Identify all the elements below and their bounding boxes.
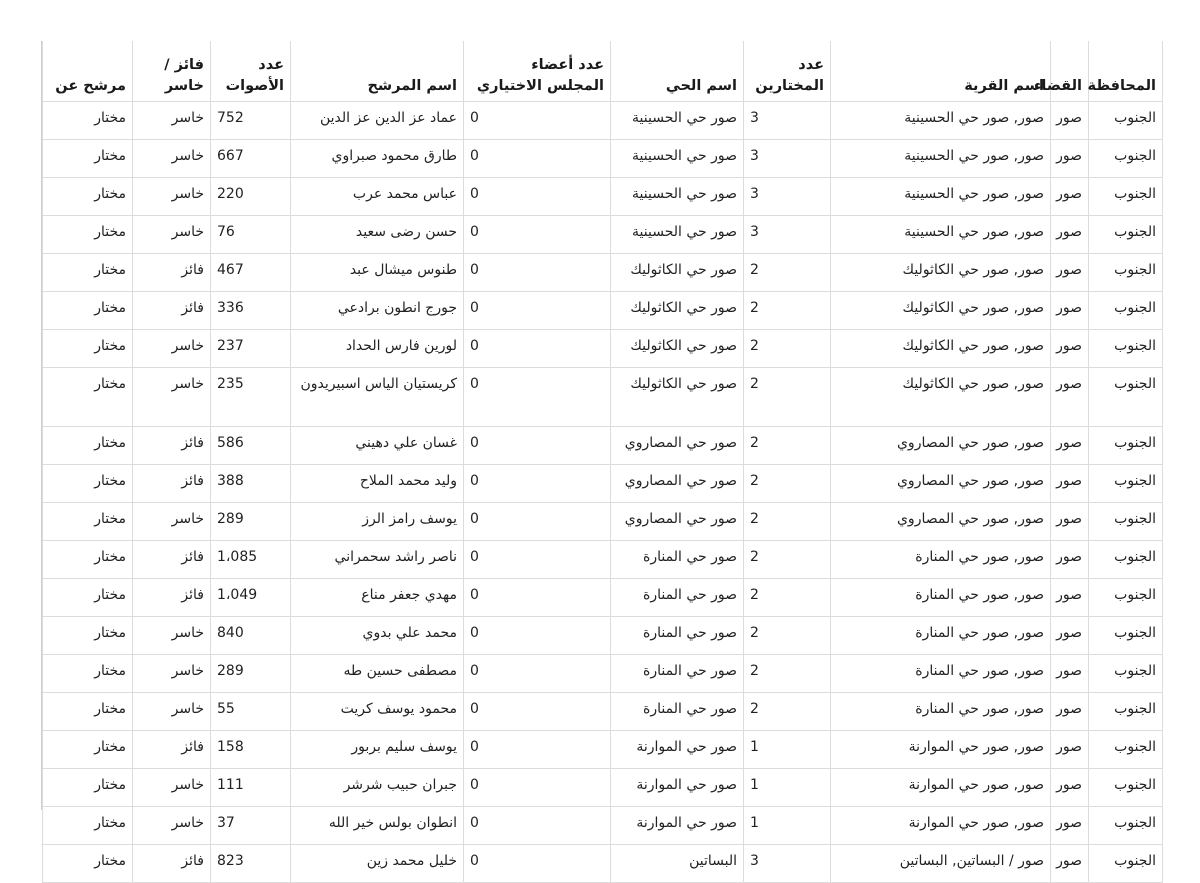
col-council-count-cell: 0 (464, 140, 611, 178)
col-mukhtar-count-cell: 2 (744, 655, 831, 693)
col-candidate-for-cell: مختار (43, 292, 133, 330)
col-governorate-cell: الجنوب (1089, 102, 1163, 140)
col-mukhtar-count-cell: 2 (744, 503, 831, 541)
col-village-cell: صور, صور حي المنارة (831, 617, 1051, 655)
col-governorate-cell: الجنوب (1089, 731, 1163, 769)
col-village-cell: صور, صور حي الكاثوليك (831, 254, 1051, 292)
col-candidate-cell: غسان علي دهيني (291, 427, 464, 465)
col-mukhtar-count-cell: 1 (744, 807, 831, 845)
col-mukhtar-count-cell: 2 (744, 330, 831, 368)
col-votes-cell: 158 (211, 731, 291, 769)
col-governorate-cell: الجنوب (1089, 579, 1163, 617)
col-result-cell: فائز (133, 254, 211, 292)
col-candidate-cell: ناصر راشد سحمراني (291, 541, 464, 579)
col-council-count-cell: 0 (464, 503, 611, 541)
table-row (43, 845, 1163, 883)
col-district-cell: صور (1051, 140, 1089, 178)
col-result-cell: خاسر (133, 216, 211, 254)
col-neighborhood-cell: صور حي الكاثوليك (611, 330, 744, 368)
col-village-cell: صور, صور حي الكاثوليك (831, 368, 1051, 427)
col-neighborhood-cell: صور حي المصاروي (611, 427, 744, 465)
col-candidate-cell: حسن رضى سعيد (291, 216, 464, 254)
col-candidate-for-cell: مختار (43, 368, 133, 427)
table-row (43, 769, 1163, 807)
col-governorate-cell: الجنوب (1089, 693, 1163, 731)
col-candidate-for-cell: مختار (43, 617, 133, 655)
col-neighborhood-cell: صور حي الكاثوليك (611, 292, 744, 330)
col-candidate-cell: طارق محمود صبراوي (291, 140, 464, 178)
col-governorate-cell: الجنوب (1089, 140, 1163, 178)
col-governorate-cell: الجنوب (1089, 216, 1163, 254)
table-row (43, 292, 1163, 330)
col-neighborhood-cell: صور حي الحسينية (611, 216, 744, 254)
table-row (43, 140, 1163, 178)
col-neighborhood-cell: صور حي الحسينية (611, 140, 744, 178)
col-neighborhood-cell: صور حي المنارة (611, 617, 744, 655)
col-votes-cell: 1،085 (211, 541, 291, 579)
col-candidate-for-cell: مختار (43, 178, 133, 216)
col-neighborhood-cell: صور حي المصاروي (611, 465, 744, 503)
col-council-count-cell: 0 (464, 731, 611, 769)
col-votes-header: عدد الأصوات (211, 41, 291, 102)
col-result-cell: خاسر (133, 330, 211, 368)
col-council-count-cell: 0 (464, 617, 611, 655)
col-council-count-cell: 0 (464, 807, 611, 845)
results-table (42, 41, 1163, 883)
col-candidate-for-cell: مختار (43, 102, 133, 140)
col-candidate-for-cell: مختار (43, 465, 133, 503)
col-candidate-for-cell: مختار (43, 254, 133, 292)
col-votes-cell: 289 (211, 503, 291, 541)
col-candidate-for-cell: مختار (43, 503, 133, 541)
col-council-count-cell: 0 (464, 579, 611, 617)
col-mukhtar-count-cell: 3 (744, 102, 831, 140)
col-council-count-cell: 0 (464, 368, 611, 427)
col-result-cell: خاسر (133, 693, 211, 731)
col-votes-cell: 586 (211, 427, 291, 465)
col-result-cell: خاسر (133, 102, 211, 140)
col-result-cell: فائز (133, 845, 211, 883)
col-mukhtar-count-cell: 2 (744, 465, 831, 503)
col-mukhtar-count-header: عدد المختارين (744, 41, 831, 102)
col-governorate-cell: الجنوب (1089, 769, 1163, 807)
col-neighborhood-cell: صور حي المنارة (611, 655, 744, 693)
table-row (43, 427, 1163, 465)
col-council-count-cell: 0 (464, 216, 611, 254)
col-council-count-cell: 0 (464, 845, 611, 883)
col-mukhtar-count-cell: 2 (744, 427, 831, 465)
col-result-cell: فائز (133, 292, 211, 330)
col-votes-cell: 840 (211, 617, 291, 655)
col-district-cell: صور (1051, 178, 1089, 216)
table-row (43, 216, 1163, 254)
col-council-count-cell: 0 (464, 254, 611, 292)
col-district-cell: صور (1051, 368, 1089, 427)
col-result-cell: فائز (133, 579, 211, 617)
col-votes-cell: 220 (211, 178, 291, 216)
col-candidate-cell: محمود يوسف كريت (291, 693, 464, 731)
col-village-cell: صور, صور حي المصاروي (831, 465, 1051, 503)
col-result-cell: فائز (133, 541, 211, 579)
col-result-cell: خاسر (133, 807, 211, 845)
col-mukhtar-count-cell: 3 (744, 216, 831, 254)
col-votes-cell: 467 (211, 254, 291, 292)
col-council-count-cell: 0 (464, 541, 611, 579)
col-result-cell: فائز (133, 465, 211, 503)
col-candidate-cell: يوسف سليم بربور (291, 731, 464, 769)
col-council-count-cell: 0 (464, 178, 611, 216)
col-neighborhood-cell: صور حي الكاثوليك (611, 254, 744, 292)
col-council-count-cell: 0 (464, 693, 611, 731)
col-village-cell: صور, صور حي المصاروي (831, 503, 1051, 541)
col-candidate-cell: لورين فارس الحداد (291, 330, 464, 368)
col-votes-cell: 237 (211, 330, 291, 368)
col-village-cell: صور / البساتين, البساتين (831, 845, 1051, 883)
col-neighborhood-cell: صور حي المصاروي (611, 503, 744, 541)
col-district-cell: صور (1051, 655, 1089, 693)
col-mukhtar-count-cell: 2 (744, 617, 831, 655)
col-result-cell: خاسر (133, 140, 211, 178)
col-votes-cell: 235 (211, 368, 291, 427)
col-mukhtar-count-cell: 1 (744, 769, 831, 807)
col-candidate-for-cell: مختار (43, 769, 133, 807)
col-neighborhood-cell: صور حي المنارة (611, 693, 744, 731)
col-result-cell: خاسر (133, 769, 211, 807)
col-votes-cell: 667 (211, 140, 291, 178)
col-village-cell: صور, صور حي الكاثوليك (831, 292, 1051, 330)
col-district-cell: صور (1051, 254, 1089, 292)
col-neighborhood-cell: صور حي الحسينية (611, 102, 744, 140)
col-district-cell: صور (1051, 541, 1089, 579)
col-candidate-cell: خليل محمد زين (291, 845, 464, 883)
col-mukhtar-count-cell: 2 (744, 292, 831, 330)
col-result-cell: فائز (133, 731, 211, 769)
col-village-cell: صور, صور حي المنارة (831, 579, 1051, 617)
col-result-header: فائز / خاسر (133, 41, 211, 102)
col-district-cell: صور (1051, 292, 1089, 330)
col-mukhtar-count-cell: 2 (744, 368, 831, 427)
col-candidate-for-cell: مختار (43, 655, 133, 693)
col-council-count-cell: 0 (464, 292, 611, 330)
col-candidate-cell: كريستيان الياس اسبيريدون (291, 368, 464, 427)
col-candidate-cell: مصطفى حسين طه (291, 655, 464, 693)
col-candidate-for-cell: مختار (43, 807, 133, 845)
col-candidate-for-cell: مختار (43, 731, 133, 769)
col-neighborhood-cell: صور حي الموارنة (611, 769, 744, 807)
col-votes-cell: 55 (211, 693, 291, 731)
col-mukhtar-count-cell: 2 (744, 693, 831, 731)
table-row (43, 655, 1163, 693)
table-row (43, 579, 1163, 617)
col-village-cell: صور, صور حي الحسينية (831, 102, 1051, 140)
table-row (43, 102, 1163, 140)
table-row (43, 617, 1163, 655)
col-neighborhood-cell: صور حي المنارة (611, 541, 744, 579)
col-mukhtar-count-cell: 3 (744, 140, 831, 178)
col-result-cell: خاسر (133, 655, 211, 693)
col-result-cell: خاسر (133, 178, 211, 216)
col-governorate-cell: الجنوب (1089, 254, 1163, 292)
col-neighborhood-cell: صور حي المنارة (611, 579, 744, 617)
col-district-cell: صور (1051, 693, 1089, 731)
col-candidate-for-cell: مختار (43, 845, 133, 883)
col-governorate-cell: الجنوب (1089, 845, 1163, 883)
col-village-cell: صور, صور حي المصاروي (831, 427, 1051, 465)
col-candidate-cell: انطوان بولس خير الله (291, 807, 464, 845)
col-district-cell: صور (1051, 102, 1089, 140)
col-district-cell: صور (1051, 465, 1089, 503)
col-votes-cell: 823 (211, 845, 291, 883)
col-mukhtar-count-cell: 3 (744, 178, 831, 216)
col-governorate-cell: الجنوب (1089, 541, 1163, 579)
col-district-cell: صور (1051, 769, 1089, 807)
table-row (43, 693, 1163, 731)
col-candidate-cell: يوسف رامز الرز (291, 503, 464, 541)
table-row (43, 807, 1163, 845)
col-result-cell: خاسر (133, 503, 211, 541)
col-result-cell: خاسر (133, 368, 211, 427)
col-mukhtar-count-cell: 1 (744, 731, 831, 769)
col-village-cell: صور, صور حي الحسينية (831, 178, 1051, 216)
col-candidate-cell: محمد علي بدوي (291, 617, 464, 655)
col-result-cell: فائز (133, 427, 211, 465)
col-votes-cell: 752 (211, 102, 291, 140)
col-district-cell: صور (1051, 731, 1089, 769)
col-candidate-cell: مهدي جعفر مناع (291, 579, 464, 617)
col-mukhtar-count-cell: 2 (744, 541, 831, 579)
col-council-count-cell: 0 (464, 427, 611, 465)
col-council-count-header: عدد أعضاء المجلس الاختياري (464, 41, 611, 102)
col-candidate-cell: عباس محمد عرب (291, 178, 464, 216)
col-candidate-for-cell: مختار (43, 693, 133, 731)
col-votes-cell: 37 (211, 807, 291, 845)
col-votes-cell: 289 (211, 655, 291, 693)
col-governorate-cell: الجنوب (1089, 368, 1163, 427)
col-votes-cell: 111 (211, 769, 291, 807)
col-candidate-cell: جبران حبيب شرشر (291, 769, 464, 807)
col-candidate-for-cell: مختار (43, 427, 133, 465)
col-neighborhood-cell: صور حي الموارنة (611, 807, 744, 845)
col-candidate-for-header: مرشح عن (43, 41, 133, 102)
col-neighborhood-cell: صور حي الموارنة (611, 731, 744, 769)
col-candidate-header: اسم المرشح (291, 41, 464, 102)
col-village-cell: صور, صور حي الموارنة (831, 731, 1051, 769)
col-council-count-cell: 0 (464, 102, 611, 140)
table-row (43, 178, 1163, 216)
table-row (43, 731, 1163, 769)
col-village-cell: صور, صور حي الموارنة (831, 807, 1051, 845)
col-governorate-cell: الجنوب (1089, 503, 1163, 541)
col-candidate-for-cell: مختار (43, 216, 133, 254)
col-neighborhood-header: اسم الحي (611, 41, 744, 102)
col-council-count-cell: 0 (464, 330, 611, 368)
col-district-cell: صور (1051, 330, 1089, 368)
table-row (43, 254, 1163, 292)
col-district-cell: صور (1051, 807, 1089, 845)
col-candidate-for-cell: مختار (43, 541, 133, 579)
col-candidate-cell: عماد عز الدين عز الدين (291, 102, 464, 140)
col-governorate-cell: الجنوب (1089, 465, 1163, 503)
col-mukhtar-count-cell: 3 (744, 845, 831, 883)
col-village-cell: صور, صور حي الكاثوليك (831, 330, 1051, 368)
sheet-bottom (42, 808, 1162, 809)
col-village-cell: صور, صور حي الموارنة (831, 769, 1051, 807)
table-row (43, 330, 1163, 368)
col-governorate-header: المحافظة (1089, 41, 1163, 102)
col-candidate-for-cell: مختار (43, 579, 133, 617)
col-mukhtar-count-cell: 2 (744, 579, 831, 617)
col-governorate-cell: الجنوب (1089, 330, 1163, 368)
table-row (43, 541, 1163, 579)
col-governorate-cell: الجنوب (1089, 178, 1163, 216)
col-candidate-cell: طنوس ميشال عبد (291, 254, 464, 292)
col-votes-cell: 76 (211, 216, 291, 254)
header-row (43, 41, 1163, 102)
col-votes-cell: 1،049 (211, 579, 291, 617)
col-candidate-for-cell: مختار (43, 330, 133, 368)
col-governorate-cell: الجنوب (1089, 617, 1163, 655)
col-governorate-cell: الجنوب (1089, 807, 1163, 845)
col-candidate-cell: وليد محمد الملاح (291, 465, 464, 503)
col-village-cell: صور, صور حي المنارة (831, 541, 1051, 579)
col-village-cell: صور, صور حي المنارة (831, 693, 1051, 731)
col-neighborhood-cell: صور حي الكاثوليك (611, 368, 744, 427)
col-candidate-cell: جورج انطون برادعي (291, 292, 464, 330)
table-row (43, 503, 1163, 541)
col-district-header: القضاء (1051, 41, 1089, 102)
col-village-cell: صور, صور حي الحسينية (831, 140, 1051, 178)
col-village-cell: صور, صور حي المنارة (831, 655, 1051, 693)
col-council-count-cell: 0 (464, 769, 611, 807)
col-district-cell: صور (1051, 617, 1089, 655)
col-governorate-cell: الجنوب (1089, 427, 1163, 465)
col-votes-cell: 336 (211, 292, 291, 330)
col-neighborhood-cell: صور حي الحسينية (611, 178, 744, 216)
col-district-cell: صور (1051, 579, 1089, 617)
col-governorate-cell: الجنوب (1089, 292, 1163, 330)
col-result-cell: خاسر (133, 617, 211, 655)
spreadsheet (41, 41, 1162, 869)
col-council-count-cell: 0 (464, 465, 611, 503)
col-neighborhood-cell: البساتين (611, 845, 744, 883)
col-mukhtar-count-cell: 2 (744, 254, 831, 292)
col-district-cell: صور (1051, 503, 1089, 541)
table-row (43, 465, 1163, 503)
col-village-cell: صور, صور حي الحسينية (831, 216, 1051, 254)
col-votes-cell: 388 (211, 465, 291, 503)
col-village-header: اسم القرية (831, 41, 1051, 102)
col-candidate-for-cell: مختار (43, 140, 133, 178)
col-district-cell: صور (1051, 216, 1089, 254)
table-row (43, 368, 1163, 427)
col-district-cell: صور (1051, 845, 1089, 883)
col-governorate-cell: الجنوب (1089, 655, 1163, 693)
col-district-cell: صور (1051, 427, 1089, 465)
col-council-count-cell: 0 (464, 655, 611, 693)
